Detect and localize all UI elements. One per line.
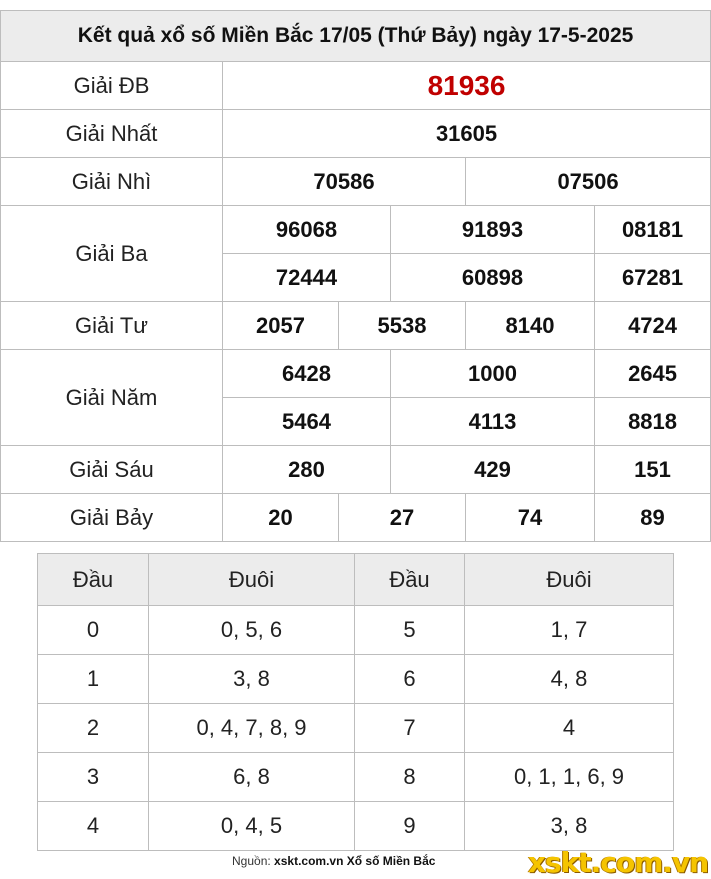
prize-label: Giải Nhì: [1, 158, 223, 206]
footer: [0, 848, 711, 878]
duoi-cell: 4: [465, 704, 674, 753]
prize-number: 151: [595, 446, 711, 494]
column-header-duoi: Đuôi: [465, 554, 674, 606]
dau-cell: 9: [355, 802, 465, 851]
prize-number: 4724: [595, 302, 711, 350]
dau-cell: 4: [38, 802, 149, 851]
prize-row-ba: [1, 206, 711, 254]
prize-number: 8818: [595, 398, 711, 446]
prize-row-nhat: [1, 110, 711, 158]
prize-number: 8140: [466, 302, 595, 350]
prize-number: 6428: [223, 350, 391, 398]
duoi-cell: 1, 7: [465, 606, 674, 655]
prize-label: Giải Bảy: [1, 494, 223, 542]
loto-row: [38, 802, 674, 851]
results-table: [0, 10, 711, 542]
dau-cell: 1: [38, 655, 149, 704]
loto-row: [38, 704, 674, 753]
duoi-cell: 0, 5, 6: [149, 606, 355, 655]
prize-number: 2645: [595, 350, 711, 398]
prize-label: Giải Tư: [1, 302, 223, 350]
prize-number: 07506: [466, 158, 711, 206]
prize-number: 2057: [223, 302, 339, 350]
prize-number: 429: [391, 446, 595, 494]
duoi-cell: 4, 8: [465, 655, 674, 704]
prize-row-bay: [1, 494, 711, 542]
dau-cell: 8: [355, 753, 465, 802]
special-prize-number: 81936: [223, 62, 711, 110]
column-header-dau: Đầu: [38, 554, 149, 606]
source-credit: [232, 854, 435, 868]
duoi-cell: 0, 1, 1, 6, 9: [465, 753, 674, 802]
prize-row-nam: [1, 350, 711, 398]
prize-label: Giải Sáu: [1, 446, 223, 494]
loto-header-row: [38, 554, 674, 606]
loto-row: [38, 606, 674, 655]
dau-cell: 7: [355, 704, 465, 753]
prize-row-sau: [1, 446, 711, 494]
column-header-dau: Đầu: [355, 554, 465, 606]
prize-number: 08181: [595, 206, 711, 254]
prize-label: Giải Ba: [1, 206, 223, 302]
dau-cell: 6: [355, 655, 465, 704]
xskt-logo: xskt.com.vn: [528, 846, 709, 879]
loto-row: [38, 655, 674, 704]
prize-number: 96068: [223, 206, 391, 254]
duoi-cell: 0, 4, 5: [149, 802, 355, 851]
prize-number: 91893: [391, 206, 595, 254]
dau-cell: 0: [38, 606, 149, 655]
prize-row-tu: [1, 302, 711, 350]
prize-number: 27: [339, 494, 466, 542]
prize-number: 4113: [391, 398, 595, 446]
page-title: Kết quả xổ số Miền Bắc 17/05 (Thứ Bảy) ngày 17-5-2025: [1, 11, 711, 62]
column-header-duoi: Đuôi: [149, 554, 355, 606]
prize-label: Giải Năm: [1, 350, 223, 446]
dau-cell: 3: [38, 753, 149, 802]
prize-row-db: [1, 62, 711, 110]
prize-label: Giải Nhất: [1, 110, 223, 158]
prize-number: 20: [223, 494, 339, 542]
prize-number: 5538: [339, 302, 466, 350]
prize-row-nhi: [1, 158, 711, 206]
prize-number: 72444: [223, 254, 391, 302]
prize-number: 67281: [595, 254, 711, 302]
prize-number: 60898: [391, 254, 595, 302]
prize-number: 31605: [223, 110, 711, 158]
dau-cell: 5: [355, 606, 465, 655]
dau-cell: 2: [38, 704, 149, 753]
prize-number: 74: [466, 494, 595, 542]
prize-number: 70586: [223, 158, 466, 206]
prize-number: 89: [595, 494, 711, 542]
prize-label: Giải ĐB: [1, 62, 223, 110]
duoi-cell: 3, 8: [149, 655, 355, 704]
duoi-cell: 0, 4, 7, 8, 9: [149, 704, 355, 753]
source-text: xskt.com.vn Xổ số Miền Bắc: [274, 854, 436, 868]
loto-row: [38, 753, 674, 802]
loto-table: [37, 553, 674, 851]
prize-number: 280: [223, 446, 391, 494]
prize-number: 1000: [391, 350, 595, 398]
duoi-cell: 3, 8: [465, 802, 674, 851]
prize-number: 5464: [223, 398, 391, 446]
source-prefix: Nguồn:: [232, 854, 271, 868]
duoi-cell: 6, 8: [149, 753, 355, 802]
